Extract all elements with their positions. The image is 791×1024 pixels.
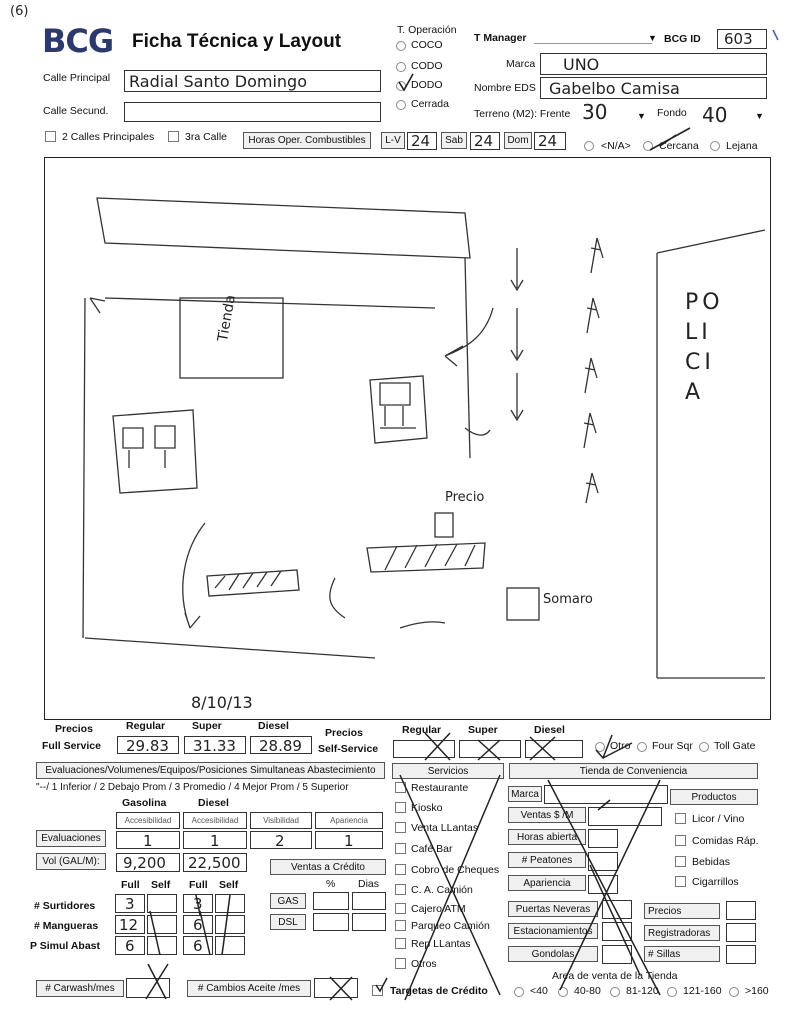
bcg-logo: BCG — [42, 22, 114, 60]
frente-value[interactable]: 30 — [582, 100, 608, 124]
horas-oper-button[interactable]: Horas Oper. Combustibles — [243, 132, 371, 149]
na-label: <N/A> — [601, 140, 631, 152]
producto-licor: Licor / Vino — [692, 813, 745, 825]
simul-label: P Simul Abast — [30, 940, 101, 952]
bcg-id-label: BCG ID — [664, 33, 701, 45]
terreno-label: Terreno (M2): Frente — [474, 108, 571, 120]
eval-vis-value: 2 — [275, 832, 285, 850]
servicio-rep-llantas: Rep LLantas — [411, 938, 471, 950]
lv-label: L-V — [381, 132, 405, 149]
area-venta-label: Area de venta de la Tienda — [552, 970, 678, 982]
producto-comidas: Comidas Ráp. — [692, 835, 759, 847]
surt-dsl-full-value: 3 — [193, 895, 203, 913]
apariencia-tienda-label: Apariencia — [508, 875, 586, 891]
area-option-3: 81-120 — [626, 985, 659, 997]
gas-full-header: Full — [121, 879, 140, 891]
area-option-5: >160 — [745, 985, 769, 997]
cercana-label: Cercana — [659, 140, 699, 152]
vol-label: Vol (GAL/M): — [36, 853, 106, 870]
self-super-header: Super — [468, 724, 498, 736]
fondo-label: Fondo — [657, 107, 687, 119]
bcg-id-value: 603 — [724, 30, 753, 48]
precios-full-label-1: Precios — [55, 723, 93, 735]
marca-label: Marca — [506, 58, 536, 70]
gas-self-header: Self — [151, 879, 171, 891]
option-codo: CODO — [411, 60, 443, 72]
fondo-value[interactable]: 40 — [702, 103, 728, 127]
scale-legend: "--/ 1 Inferior / 2 Debajo Prom / 3 Promedio / 4 Mejor Prom / 5 Superior — [36, 782, 349, 793]
calle-principal-label: Calle Principal — [43, 72, 111, 84]
producto-cigarrillos: Cigarrillos — [692, 876, 739, 888]
servicio-cajero-atm: Cajero ATM — [411, 903, 466, 915]
full-super-header: Super — [192, 720, 222, 732]
simul-gas-full-value: 6 — [125, 937, 135, 955]
tienda-button[interactable]: Tienda de Conveniencia — [509, 763, 758, 779]
header-pen-marks — [0, 0, 791, 170]
full-regular-header: Regular — [126, 720, 166, 732]
area-option-1: <40 — [530, 985, 548, 997]
evaluaciones-button[interactable]: Evaluaciones/Volumenes/Equipos/Posiciones Simultaneas Abastecimiento — [36, 762, 385, 779]
accesibilidad-dsl-text: Accesibilidad — [191, 816, 239, 825]
accesibilidad-gas-text: Accesibilidad — [124, 816, 172, 825]
ventas-label: Ventas $ /M — [508, 807, 586, 823]
precios-tienda-label: Precios — [644, 903, 720, 919]
calle-principal-value: Radial Santo Domingo — [129, 72, 307, 91]
vol-gas-value: 9,200 — [123, 854, 166, 872]
visibilidad-text: Visibilidad — [263, 816, 299, 825]
surtidores-label: # Surtidores — [34, 900, 96, 912]
servicio-cafe-bar: Café Bar — [411, 843, 453, 855]
servicio-cobro-cheques: Cobro de Cheques — [411, 864, 500, 876]
tienda-marca-label: Marca — [508, 786, 542, 802]
self-diesel-header: Diesel — [534, 724, 565, 736]
t-manager-dropdown-icon[interactable]: ▼ — [648, 33, 657, 43]
frente-dropdown-icon[interactable]: ▼ — [637, 111, 646, 121]
surt-gas-full-value: 3 — [125, 895, 135, 913]
dsl-full-header: Full — [189, 879, 208, 891]
dsl-self-header: Self — [219, 879, 239, 891]
cambios-aceite-label: # Cambios Aceite /mes — [187, 980, 311, 997]
nombre-eds-label: Nombre EDS — [474, 82, 536, 94]
tercera-calle-label: 3ra Calle — [185, 131, 228, 143]
nombre-eds-value: Gabelbo Camisa — [549, 79, 680, 98]
servicios-button[interactable]: Servicios — [392, 763, 504, 779]
dom-value: 24 — [538, 132, 558, 150]
gondolas-label: Gondolas — [508, 946, 598, 962]
mang-dsl-full-value: 6 — [193, 916, 203, 934]
registradoras-label: Registradoras — [644, 925, 720, 941]
layout-sketch-drawing — [45, 158, 769, 718]
option-cerrada: Cerrada — [411, 98, 449, 110]
option-coco: COCO — [411, 39, 443, 51]
t-manager-label: T Manager — [474, 32, 527, 44]
servicio-parqueo-camion: Parqueo Camión — [411, 920, 490, 932]
dsl-label: DSL — [270, 914, 306, 930]
option-otro: Otro — [610, 740, 631, 752]
dos-calles-label: 2 Calles Principales — [62, 131, 155, 143]
t-operacion-label: T. Operación — [397, 24, 457, 36]
full-super-value: 31.33 — [193, 737, 236, 755]
option-dodo: DODO — [411, 79, 443, 91]
eval-gas-value: 1 — [143, 832, 153, 850]
full-diesel-header: Diesel — [258, 720, 289, 732]
productos-button[interactable]: Productos — [670, 789, 758, 805]
servicio-kiosko: Kiosko — [411, 802, 443, 814]
precios-self-label-1: Precios — [325, 727, 363, 739]
lv-value: 24 — [411, 132, 431, 150]
producto-bebidas: Bebidas — [692, 856, 730, 868]
tienda-label: Tienda — [215, 293, 239, 343]
lejana-label: Lejana — [726, 140, 758, 152]
dom-label: Dom — [504, 132, 532, 149]
eval-apar-value: 1 — [344, 832, 354, 850]
corner-mark: (6) — [10, 4, 29, 19]
fondo-dropdown-icon[interactable]: ▼ — [755, 111, 764, 121]
area-option-4: 121-160 — [683, 985, 722, 997]
full-diesel-value: 28.89 — [259, 737, 302, 755]
puertas-neveras-label: Puertas Neveras — [508, 901, 598, 917]
simul-dsl-full-value: 6 — [193, 937, 203, 955]
servicio-venta-llantas: Venta LLantas — [411, 822, 479, 834]
sab-value: 24 — [474, 132, 494, 150]
mang-gas-full-value: 12 — [119, 916, 139, 934]
area-option-2: 40-80 — [574, 985, 601, 997]
servicio-otros: Otros — [411, 958, 437, 970]
pct-header: % — [326, 878, 336, 890]
eval-dsl-value: 1 — [210, 832, 220, 850]
full-regular-value: 29.83 — [126, 737, 169, 755]
tarjetas-label: Targetas de Crédito — [390, 985, 488, 997]
vol-dsl-value: 22,500 — [188, 854, 241, 872]
marca-value: UNO — [563, 55, 600, 74]
carwash-label: # Carwash/mes — [36, 980, 124, 997]
apariencia-text: Apariencia — [330, 816, 368, 825]
precios-self-label-2: Self-Service — [318, 743, 379, 755]
sketch-date: 8/10/13 — [191, 693, 253, 712]
page-title: Ficha Técnica y Layout — [132, 31, 342, 52]
sab-label: Sab — [441, 132, 467, 149]
option-four-sqr: Four Sqr — [652, 740, 693, 752]
gasolina-header: Gasolina — [122, 797, 167, 809]
self-regular-header: Regular — [402, 724, 442, 736]
ventas-credito-button[interactable]: Ventas a Crédito — [270, 859, 386, 875]
bottom-pen-marks — [0, 715, 791, 1020]
horas-abierta-label: Horas abierta — [508, 829, 586, 845]
servicio-ca-camion: C. A. Camión — [411, 884, 473, 896]
gas-label: GAS — [270, 893, 306, 909]
evaluaciones-label: Evaluaciones — [36, 830, 106, 847]
estacionamientos-label: Estacionamientos — [508, 923, 598, 939]
mangueras-label: # Mangueras — [34, 920, 99, 932]
precios-full-label-2: Full Service — [42, 740, 101, 752]
layout-sketch-area — [44, 157, 771, 720]
somaro-label: Somaro — [543, 592, 593, 607]
peatones-label: # Peatones — [508, 852, 586, 868]
eval-diesel-header: Diesel — [198, 797, 229, 809]
calle-secund-label: Calle Secund. — [43, 105, 109, 117]
precio-label: Precio — [445, 490, 485, 505]
dias-header: Dias — [358, 878, 380, 890]
servicio-restaurante: Restaurante — [411, 782, 469, 794]
policia-label: PO LI CI A — [685, 290, 724, 405]
sillas-label: # Sillas — [644, 946, 720, 962]
option-toll-gate: Toll Gate — [714, 740, 756, 752]
